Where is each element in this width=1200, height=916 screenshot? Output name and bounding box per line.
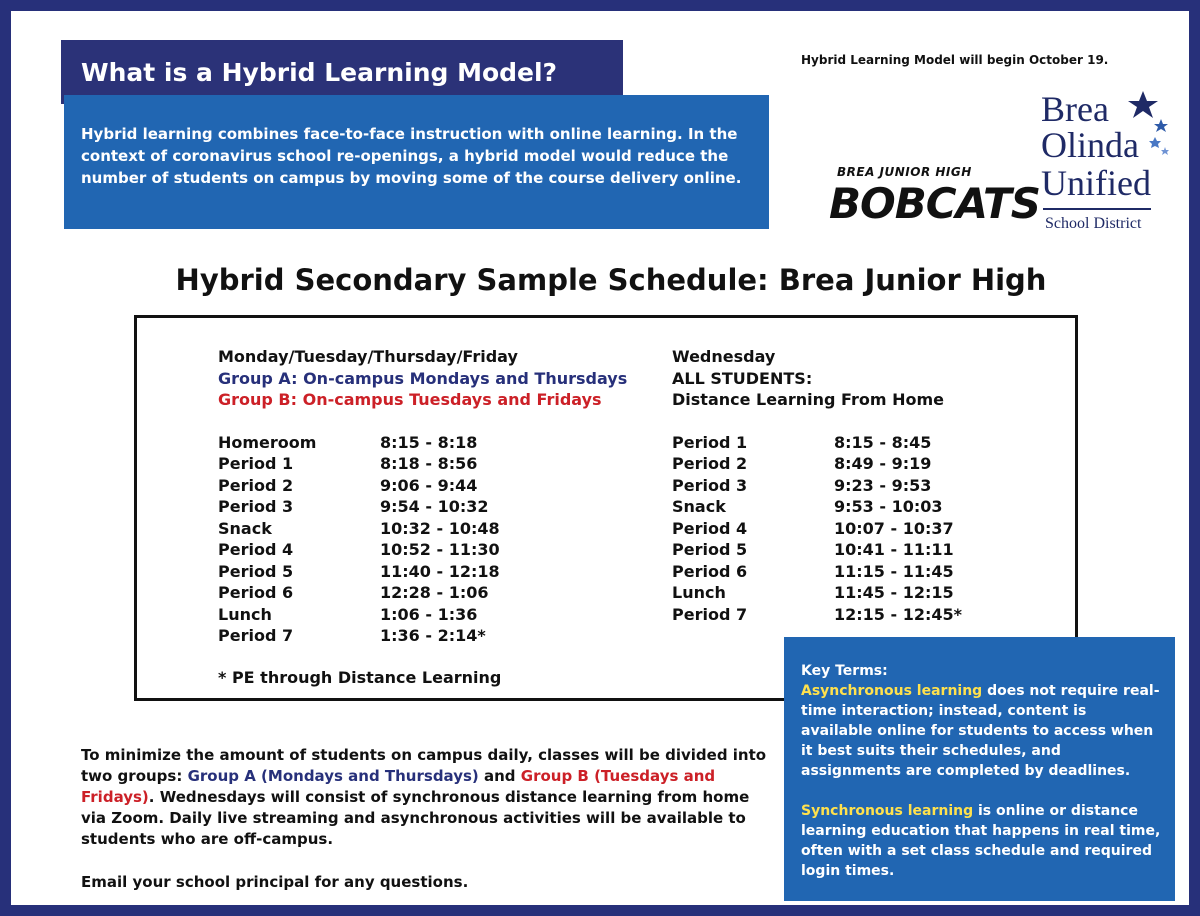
period-name: Period 1 (672, 432, 748, 452)
stars-icon (1121, 91, 1181, 171)
groups-text-1: To minimize the amount of students on campus daily, classes will be divided into two groups: (81, 746, 767, 785)
period-time: 12:28 - 1:06 (380, 583, 489, 602)
period-name: Period 7 (218, 626, 294, 645)
period-time: 11:40 - 12:18 (380, 561, 500, 581)
period-name: Period 4 (672, 518, 748, 538)
groups-text-3: . Wednesdays will consist of synchronous distance learning from home via Zoom. Daily live streaming and asynchronous activities will be available to students who are off-campus. (81, 788, 750, 848)
intro-box (64, 95, 769, 229)
all-students-label: ALL STUDENTS: (672, 368, 813, 388)
pe-footnote: * PE through Distance Learning (218, 667, 502, 687)
schedule-row (218, 432, 648, 454)
period-time: 10:32 - 10:48 (380, 518, 500, 538)
period-time: 1:36 - 2:14* (380, 626, 486, 645)
period-time: 11:15 - 11:45 (834, 561, 954, 581)
schedule-row (218, 625, 648, 647)
period-name: Period 3 (218, 497, 294, 516)
schedule-row (218, 518, 648, 540)
period-time: 8:18 - 8:56 (380, 454, 478, 473)
period-name: Lunch (672, 583, 726, 602)
period-name: Period 4 (218, 540, 294, 559)
schedule-row (672, 432, 1052, 454)
key-terms-box (784, 637, 1175, 901)
wednesday-heading: Wednesday (672, 347, 776, 366)
schedule-row (218, 604, 648, 626)
period-name: Homeroom (218, 432, 317, 452)
period-time: 10:41 - 11:11 (834, 540, 954, 559)
sync-term: Synchronous learning (801, 803, 974, 819)
distance-learning-label: Distance Learning From Home (672, 390, 944, 409)
district-logo-line2: Olinda (1041, 125, 1139, 165)
period-name: Period 3 (672, 475, 748, 495)
period-name: Lunch (218, 604, 272, 624)
period-name: Period 5 (672, 540, 748, 559)
groups-text-group-b: Group B (Tuesdays and Fridays) (81, 767, 716, 806)
group-b-label: Group B: On-campus Tuesdays and Fridays (218, 390, 602, 409)
period-name: Period 7 (672, 604, 748, 624)
period-name: Period 6 (672, 561, 748, 581)
key-terms-spacer (801, 781, 1161, 801)
begin-date-note: Hybrid Learning Model will begin October 19. (801, 53, 1109, 67)
period-name: Period 5 (218, 561, 294, 581)
sync-def-text: is online or distance learning education that happens in real time, often with a set class schedule and required login times. (801, 803, 1161, 879)
period-name: Period 6 (218, 583, 294, 602)
period-name: Period 2 (218, 475, 294, 495)
schedule-row (218, 582, 648, 604)
async-term: Asynchronous learning (801, 683, 983, 699)
period-time: 11:45 - 12:15 (834, 583, 954, 602)
district-logo-line3: Unified (1041, 163, 1151, 203)
period-time: 8:15 - 8:45 (834, 432, 932, 452)
period-time: 9:06 - 9:44 (380, 475, 478, 495)
schedule-row (672, 518, 1052, 540)
period-time: 8:49 - 9:19 (834, 454, 932, 473)
period-time: 8:15 - 8:18 (380, 432, 478, 452)
district-logo-line1: Brea (1041, 89, 1109, 129)
district-logo-rule (1043, 208, 1151, 210)
period-time: 1:06 - 1:36 (380, 604, 478, 624)
schedule-row (218, 475, 648, 497)
period-time: 12:15 - 12:45* (834, 604, 963, 624)
schedule-row (672, 496, 1052, 518)
schedule-column-mtthf (218, 346, 648, 688)
intro-text: Hybrid learning combines face-to-face instruction with online learning. In the context of coronavirus school re-openings, a hybrid model would reduce the number of students on campus by moving some of the course delivery online. (81, 125, 742, 187)
groups-explanation (81, 745, 771, 850)
period-time: 9:54 - 10:32 (380, 497, 489, 516)
district-logo-line4: School District (1045, 215, 1142, 232)
schedule-row (672, 539, 1052, 561)
schedule-title: Hybrid Secondary Sample Schedule: Brea Junior High (175, 263, 1047, 297)
schedule-days-heading: Monday/Tuesday/Thursday/Friday (218, 347, 518, 366)
period-time: 9:23 - 9:53 (834, 475, 932, 495)
schedule-row (672, 475, 1052, 497)
district-logo (1041, 91, 1171, 241)
groups-text-2: and (478, 767, 521, 785)
schedule-rows-left (218, 432, 648, 647)
schedule-row (672, 582, 1052, 604)
key-terms-heading: Key Terms: (801, 663, 888, 679)
period-time: 10:52 - 11:30 (380, 540, 500, 559)
schedule-row (218, 561, 648, 583)
email-note: Email your school principal for any questions. (81, 873, 469, 891)
sync-definition (801, 801, 1161, 881)
schedule-row (218, 453, 648, 475)
page-title-text: What is a Hybrid Learning Model? (81, 57, 558, 87)
period-name: Snack (218, 518, 272, 538)
bobcats-logo (823, 157, 1040, 239)
period-time: 9:53 - 10:03 (834, 497, 943, 516)
async-definition (801, 681, 1161, 781)
schedule-rows-right (672, 432, 1052, 626)
period-time: 10:07 - 10:37 (834, 518, 954, 538)
schedule-row (672, 561, 1052, 583)
groups-text-group-a: Group A (Mondays and Thursdays) (187, 767, 479, 785)
schedule-row (672, 453, 1052, 475)
group-a-label: Group A: On-campus Mondays and Thursdays (218, 368, 628, 388)
period-name: Period 2 (672, 454, 748, 473)
bobcats-logo-school: BREA JUNIOR HIGH (837, 165, 972, 179)
schedule-column-wednesday (672, 346, 1052, 625)
bobcats-logo-name: BOBCATS (829, 179, 1040, 228)
schedule-row (672, 604, 1052, 626)
schedule-row (218, 539, 648, 561)
async-def-text: does not require real-time interaction; instead, content is available online for students to access when it best suits their schedules, and assignments are completed by deadlines. (801, 683, 1160, 779)
period-name: Snack (672, 497, 726, 516)
period-name: Period 1 (218, 454, 294, 473)
schedule-row (218, 496, 648, 518)
